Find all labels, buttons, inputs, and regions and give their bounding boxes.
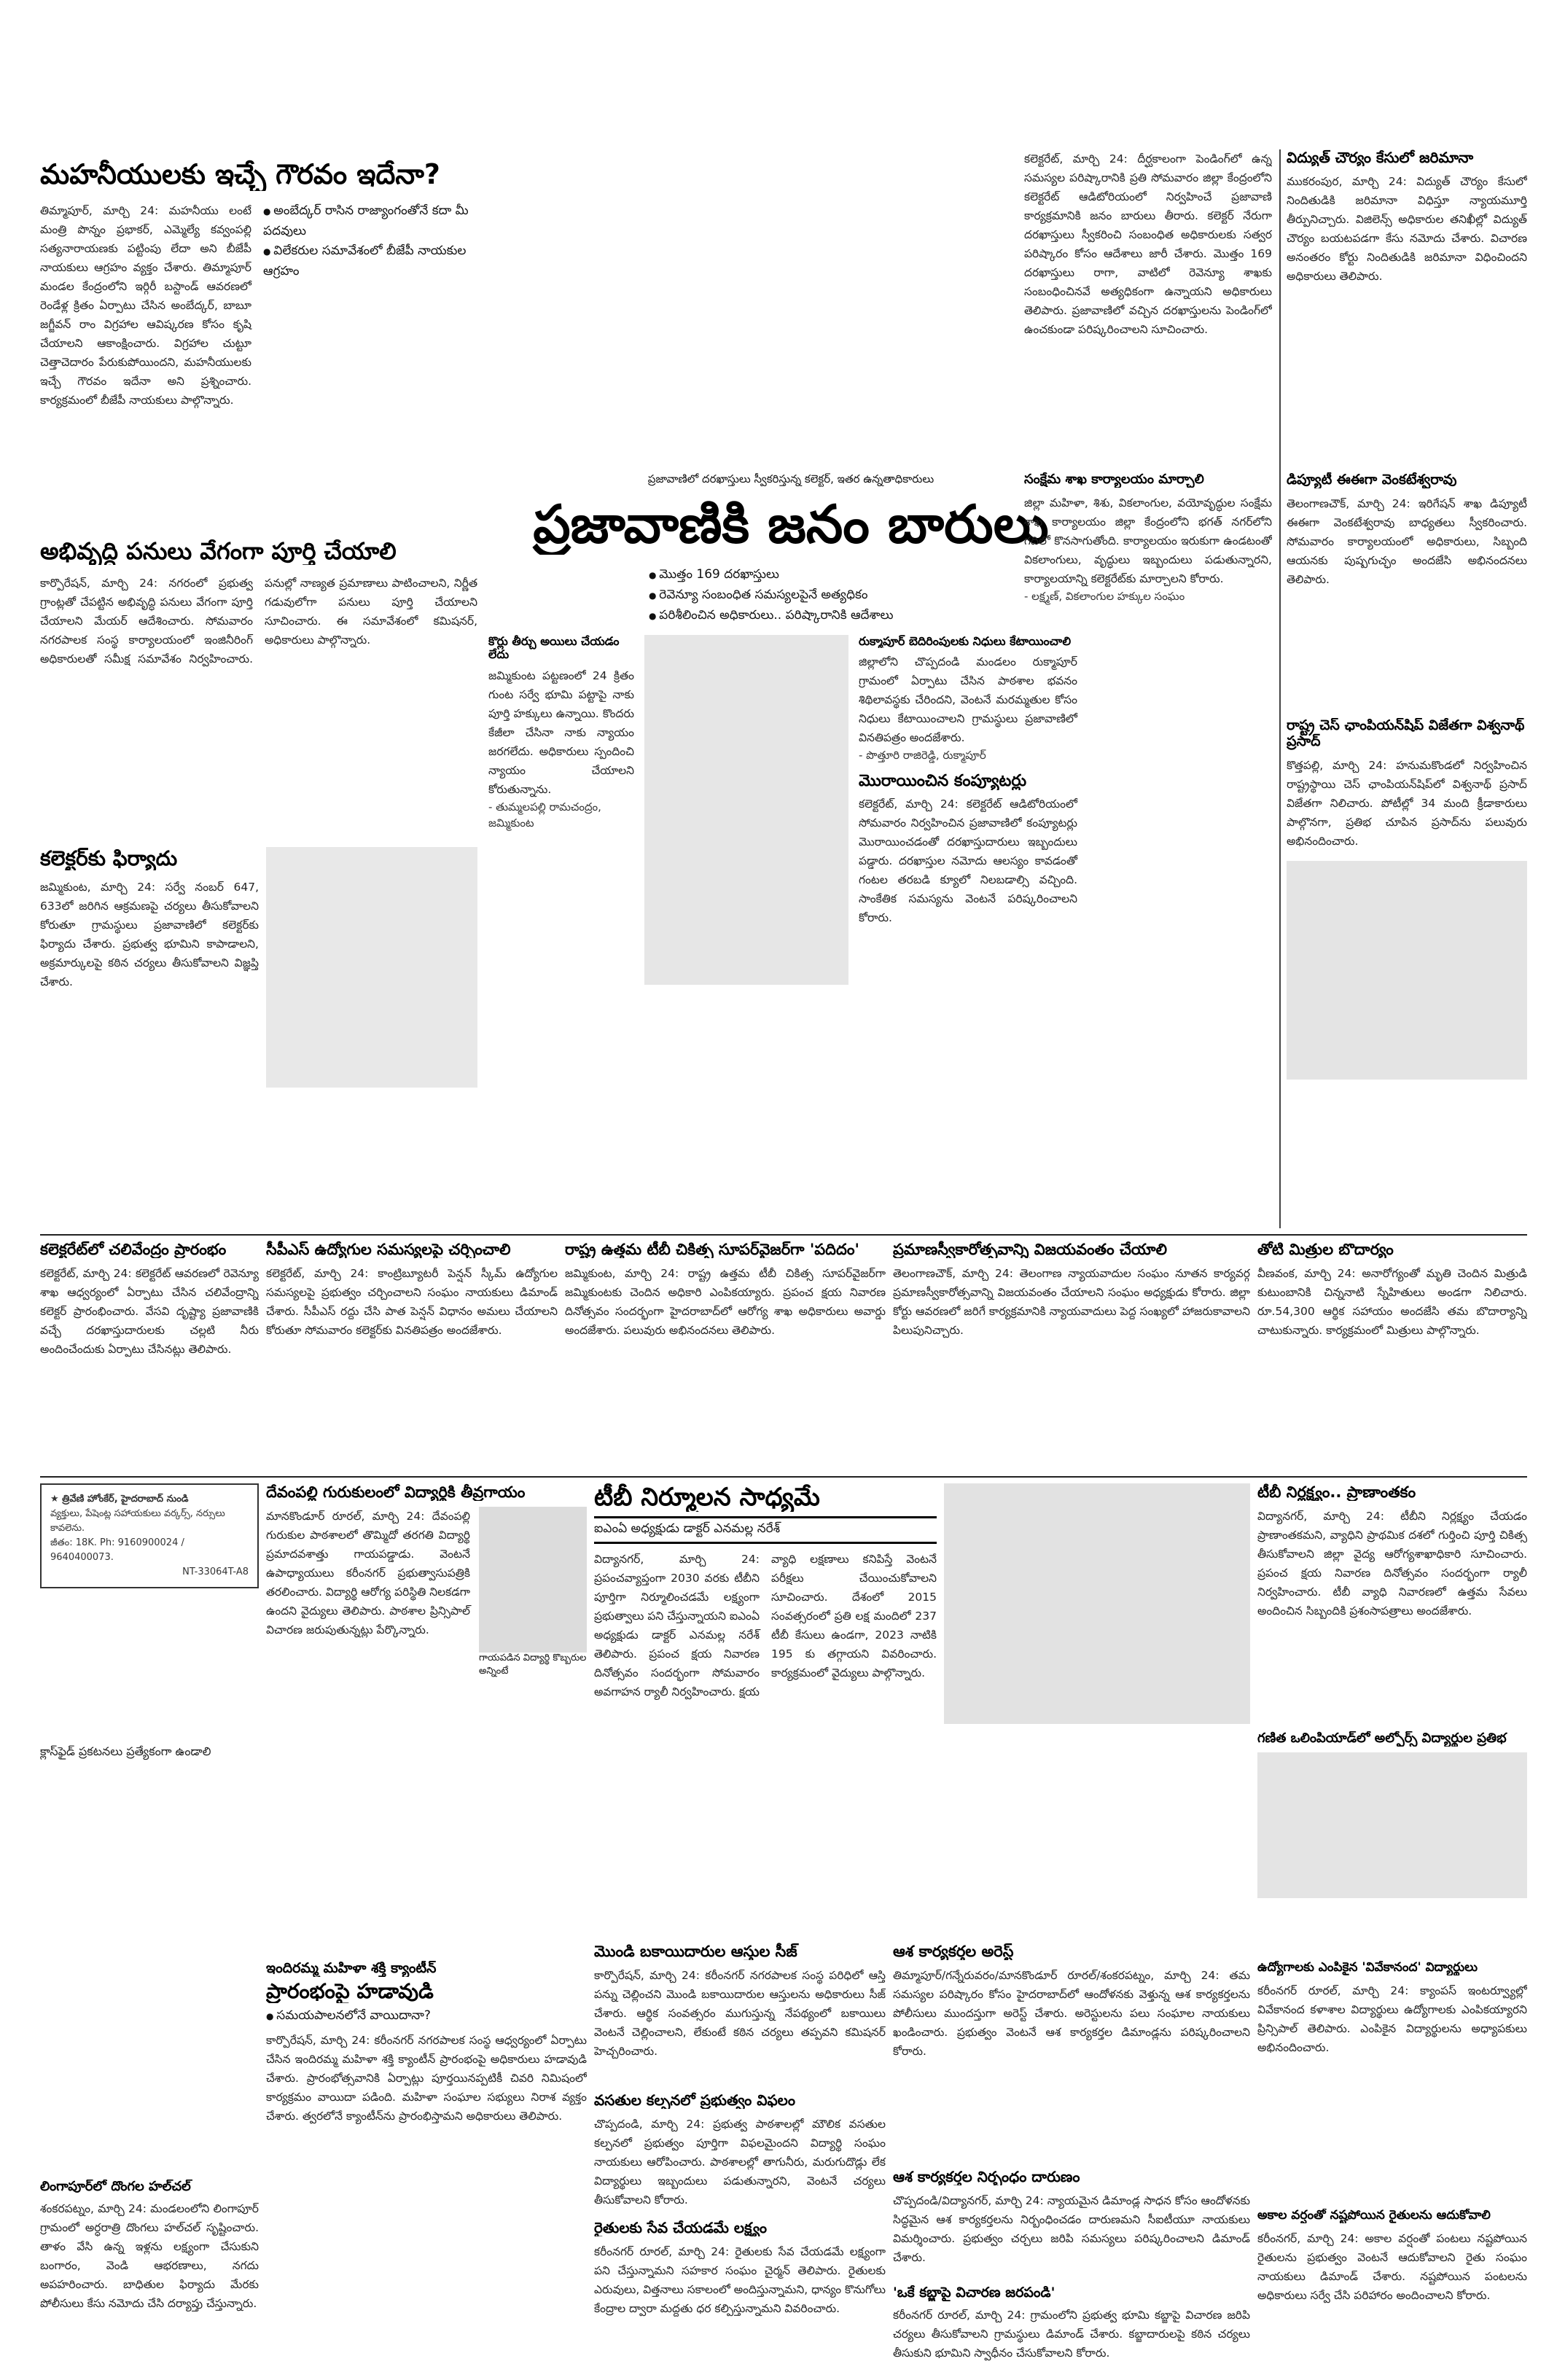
ad-right-text: క్లాస్‌ఫైడ్ ప్రకటనలు ప్రత్యేకంగా ఉండాలి: [40, 1744, 211, 1758]
headline-asha-nirbandham: ఆశ కార్యకర్తల నిర్బంధం దారుణం: [893, 2169, 1080, 2185]
photo-ganitha: [1257, 1752, 1527, 1898]
body-rukmapur: జిల్లాలోని చొప్పదండి మండలం రుక్మాపూర్ గ్రామంలో ఏర్పాటు చేసిన పాఠశాల భవనం శిథిలావస్థకు చేరిందని, వెంటనే మరమ్మతుల కోసం నిధులు కేటాయించాలని గ్రామస్థులు ప్రజావాణిలో వినతిపత్రం అందజేశారు.: [859, 655, 1077, 745]
photo-block-left: [266, 847, 477, 1088]
photo-tb-rally: [944, 1483, 1250, 1724]
article-vasathula: [594, 2092, 886, 2216]
body-mahaniyulu: తిమ్మాపూర్, మార్చి 24: మహనీయు లంటే మంత్రి పొన్నం ప్రభాకర్, ఎమ్మెల్యే కవ్వంపల్లి సత్యనారాయణకు పట్టింపు లేదా అని బీజేపీ నాయకులు ఆగ్రహం వ్యక్తం చేశారు. తిమ్మాపూర్ మండల కేంద్రంలోని ఇర్గిరీ బస్టాండ్ ఆవరణలో రెండేళ్ల క్రితం ఏర్పాటు చేసిన అంబేద్కర్, బాబూ జగ్జీవన్ రాం విగ్రహాల ఆవిష్కరణ కోసం కృషి చేయాలని ఆకాంక్షించారు. విగ్రహాల చుట్టూ చెత్తాచెదారం పేరుకుపోయిందని, మహనీయులకు ఇచ్చే గౌరవం ఇదేనా అని ప్రశ్నించారు. కార్యక్రమంలో బీజేపీ నాయకులు పాల్గొన్నారు.: [40, 203, 251, 407]
bullet-item: ● అంబేద్కర్ రాసిన రాజ్యాంగంతోనే కదా మీ పదవులు: [263, 201, 475, 241]
headline-vidyut: విద్యుత్ చౌర్యం కేసులో జరిమానా: [1287, 149, 1474, 166]
article-rythu: [594, 2220, 886, 2365]
article-thota: [1257, 1241, 1527, 1474]
bullet-item: ● పరిశీలించిన అధికారులు.. పరిష్కారానికి ఆదేశాలు: [649, 606, 1093, 626]
byline-korlu: - తుమ్మలపల్లి రామచంద్రం, జమ్మికుంట: [488, 800, 601, 830]
body-thota: వీణవంక, మార్చి 24: అనారోగ్యంతో మృతి చెందిన మిత్రుడి కుటుంబానికి చిన్ననాటి స్నేహితులు అండగా నిలిచారు. రూ.54,300 ఆర్థిక సహాయం అందజేసి తమ బొదార్యాన్ని చాటుకున్నారు. కార్యక్రమంలో మిత్రులు పాల్గొన్నారు.: [1257, 1267, 1527, 1338]
headline-tb-nirmulana: టీబీ నిర్మూలన సాధ్యమే: [594, 1483, 820, 1512]
headline-deputy: డిప్యూటీ ఈఈగా వెంకటేశ్వరావు: [1287, 472, 1457, 488]
photo-devapalli: [479, 1507, 587, 1653]
photo-korlu: [644, 635, 848, 985]
body-korlu: జమ్మికుంట పట్టణంలో 24 క్రితం గుంట సర్వే భూమి పట్టాపై నాకు పూర్తి హక్కులు ఉన్నాయి. కొందరు కేజీలా చేసినా నాకు న్యాయం జరగలేదు. అధికారులు స్పందించి న్యాయం చేయాలని కోరుతున్నాను.: [488, 668, 634, 796]
headline-tb-nirlakshyam: టీబీ నిర్లక్ష్యం.. ప్రాణాంతకం: [1257, 1483, 1416, 1501]
headline-abhivruddhi: అభివృద్ధి పనులు వేగంగా పూర్తి చేయాలి: [40, 538, 397, 565]
article-indiramma: [266, 1961, 587, 2340]
headline-collector-firyadu: కలెక్టర్‌కు ఫిర్యాదు: [40, 847, 178, 870]
headline-korlu: కొర్లు తీర్చు అయిలు చేయడం లేదు: [488, 634, 620, 662]
bullet-item: ● మొత్తం 169 దరఖాస్తులు: [649, 565, 1093, 585]
notice-code: NT-33064T-A8: [182, 1566, 249, 1577]
bullets-mahaniyulu: [263, 201, 475, 281]
article-abhivruddhi: [40, 538, 477, 844]
body-tb-nirmulana: విద్యానగర్, మార్చి 24: ప్రపంచవ్యాప్తంగా 2030 వరకు టీబీని పూర్తిగా నిర్మూలించడమే లక్ష్యంగా ప్రభుత్వాలు పని చేస్తున్నాయని ఐఎంఏ అధ్యక్షుడు డాక్టర్ ఎనమల్ల నరేశ్ తెలిపారు. ప్రపంచ క్షయ నివారణ దినోత్సవం సందర్భంగా సోమవారం అవగాహన ర్యాలీ నిర్వహించారు. క్షయ వ్యాధి లక్షణాలు కనిపిస్తే వెంటనే పరీక్షలు చేయించుకోవాలని సూచించారు. దేశంలో 2015 సంవత్సరంలో ప్రతి లక్ష మందిలో 237 టీబీ కేసులు ఉండగా, 2023 నాటికి 195 కు తగ్గాయని వివరించారు. కార్యక్రమంలో వైద్యులు పాల్గొన్నారు.: [594, 1553, 937, 1699]
body-mondi: కార్పొరేషన్, మార్చి 24: కరీంనగర్ నగరపాలక సంస్థ పరిధిలో ఆస్తి పన్ను చెల్లించని మొండి బకాయిదారుల ఆస్తులను అధికారులు సీజ్ చేశారు. ఆర్థిక సంవత్సరం ముగుస్తున్న నేపథ్యంలో బకాయిలు వెంటనే చెల్లించాలని, లేకుంటే కఠిన చర్యలు తప్పవని కమిషనర్ హెచ్చరించారు.: [594, 1969, 886, 2059]
notice-line1: ★ త్రివేణి హోంకేర్, హైదరాబాద్ నుండి: [50, 1494, 189, 1505]
classified-notice: [40, 1483, 259, 1588]
article-vidyut: [1287, 149, 1527, 470]
row-divider: [40, 1234, 1527, 1236]
body-cps: కలెక్టరేట్, మార్చి 24: కాంట్రిబ్యూటరీ పెన్షన్ స్కీమ్ ఉద్యోగుల సమస్యలపై ప్రభుత్వం చర్చించాలని సంఘం నాయకులు డిమాండ్ చేశారు. సీపీఎస్ రద్దు చేసి పాత పెన్షన్ విధానం అమలు చేయాలని కోరుతూ సోమవారం కలెక్టర్‌కు వినతిపత్రం అందజేశారు.: [266, 1267, 558, 1338]
body-lingapur: శంకరపట్నం, మార్చి 24: మండలంలోని లింగాపూర్ గ్రామంలో అర్ధరాత్రి దొంగలు హల్‌చల్ సృష్టించారు. తాళం వేసి ఉన్న ఇళ్లను లక్ష్యంగా చేసుకుని బంగారం, వెండి ఆభరణాలు, నగదు అపహరించారు. బాధితుల ఫిర్యాదు మేరకు పోలీసులు కేసు నమోదు చేసి దర్యాప్తు చేస్తున్నారు.: [40, 2201, 259, 2310]
headline-oka-kabzapai: 'ఒకే కబ్జాపై విచారణ జరపండి': [893, 2285, 1055, 2301]
article-mahaniyulu: [40, 159, 477, 531]
article-pramanaswikaram: [893, 1241, 1250, 1474]
headline-indiramma-2: ప్రారంభంపై హడావుడి: [266, 1979, 434, 2003]
body-udyogalaku: కరీంనగర్ రూరల్, మార్చి 24: క్యాంపస్ ఇంటర్వ్యూల్లో వివేకానంద కళాశాల విద్యార్థులు ఉద్యోగాలకు ఎంపికయ్యారని ప్రిన్సిపాల్ తెలిపారు. ఎంపికైన విద్యార్థులను అధ్యాపకులు అభినందించారు.: [1257, 1983, 1527, 2054]
headline-mondi: మొండి బకాయిదారుల ఆస్తుల సీజ్: [594, 1943, 797, 1960]
article-lingapur: [40, 2180, 259, 2365]
headline-ganitha: గణిత ఒలింపియాడ్‌లో అల్ఫోర్స్ విద్యార్థుల ప్రతిభ: [1257, 1731, 1507, 1746]
byline-rukmapur: - పొత్తూరి రాజిరెడ్డి, రుక్మాపూర్: [859, 749, 986, 762]
body-vasathula: చొప్పదండి, మార్చి 24: ప్రభుత్వ పాఠశాలల్లో మౌలిక వసతుల కల్పనలో ప్రభుత్వం పూర్తిగా విఫలమైందని విద్యార్థి సంఘం నాయకులు ఆరోపించారు. పాఠశాలల్లో తాగునీరు, మరుగుదొడ్లు లేక విద్యార్థులు ఇబ్బందులు పడుతున్నారని, వెంటనే చర్యలు తీసుకోవాలని కోరారు.: [594, 2118, 886, 2207]
article-collector-firyadu: [40, 847, 259, 1088]
article-prajavani: [488, 472, 1093, 1230]
headline-cps: సీపీఎస్ ఉద్యోగుల సమస్యలపై చర్చించాలి: [266, 1241, 511, 1258]
body-collector-firyadu: జమ్మికుంట, మార్చి 24: సర్వే నంబర్ 647, 633లో జరిగిన ఆక్రమణపై చర్యలు తీసుకోవాలని కోరుతూ గ్రామస్థులు ప్రజావాణిలో కలెక్టర్‌కు ఫిర్యాదు చేశారు. ప్రభుత్వ భూమిని కాపాడాలని, అక్రమార్కులపై కఠిన చర్యలు తీసుకోవాలని విజ్ఞప్తి చేశారు.: [40, 881, 259, 989]
headline-computer: మొరాయించిన కంప్యూటర్లు: [859, 772, 1027, 791]
article-mondi: [594, 1943, 886, 2088]
row-divider: [40, 1476, 1527, 1478]
article-sankshema: [1024, 472, 1272, 1230]
body-deputy: తెలంగాణచౌక్, మార్చి 24: ఇరిగేషన్ శాఖ డిప్యూటీ ఈఈగా వెంకటేశ్వరావు బాధ్యతలు స్వీకరించారు. సోమవారం కార్యాలయంలో అధికారులు, సిబ్బంది ఆయనకు పుష్పగుచ్ఛం అందజేసి అభినందనలు తెలిపారు.: [1287, 496, 1527, 586]
body-oka-kabzapai: కరీంనగర్ రూరల్, మార్చి 24: గ్రామంలోని ప్రభుత్వ భూమి కబ్జాపై విచారణ జరిపి చర్యలు తీసుకోవాలని గ్రామస్థులు డిమాండ్ చేశారు. కబ్జాదారులపై కఠిన చర్యలు తీసుకుని భూమిని స్వాధీనం చేసుకోవాలని కోరారు.: [893, 2308, 1250, 2360]
body-akala: కరీంనగర్, మార్చి 24: అకాల వర్షంతో పంటలు నష్టపోయిన రైతులను ప్రభుత్వం వెంటనే ఆదుకోవాలని రైతు సంఘం నాయకులు డిమాండ్ చేశారు. నష్టపోయిన పంటలను అధికారులు సర్వే చేసి పరిహారం అందించాలని కోరారు.: [1257, 2231, 1527, 2302]
body-chess: కొత్తపల్లి, మార్చి 24: హనుమకొండలో నిర్వహించిన రాష్ట్రస్థాయి చెస్ ఛాంపియన్‌షిప్‌లో విశ్వనాథ్ ప్రసాద్ విజేతగా నిలిచారు. పోటీల్లో 34 మంది క్రీడాకారులు పాల్గొనగా, ప్రతిభ చూపిన ప్రసాద్‌ను పలువురు అభినందించారు.: [1287, 758, 1527, 848]
body-rythu: కరీంనగర్ రూరల్, మార్చి 24: రైతులకు సేవ చేయడమే లక్ష్యంగా పని చేస్తున్నామని సహకార సంఘం చైర్మన్ తెలిపారు. రైతులకు ఎరువులు, విత్తనాలు సకాలంలో అందిస్తున్నామని, ధాన్యం కొనుగోలు కేంద్రాల ద్వారా మద్దతు ధర కల్పిస్తున్నామని వివరించారు.: [594, 2245, 886, 2315]
headline-devapalli: దేవంపల్లి గురుకులంలో విద్యార్థికి తీవ్రగాయం: [266, 1483, 526, 1501]
headline-prajavani: ప్రజావాణికి జనం బారులు: [533, 494, 1049, 555]
article-chaliventram: [40, 1241, 259, 1474]
headline-chaliventram: కలెక్టరేట్‌లో చలివేంద్రం ప్రారంభం: [40, 1241, 227, 1258]
notice-line2: వ్యక్తులు, పేషెంట్ల సహాయకులు వర్కర్స్, నర్సులు కావలెను.: [50, 1508, 225, 1534]
headline-rythu: రైతులకు సేవ చేయడమే లక్ష్యం: [594, 2220, 768, 2236]
body-computer: కలెక్టరేట్, మార్చి 24: కలెక్టరేట్ ఆడిటోరియంలో సోమవారం నిర్వహించిన ప్రజావాణిలో కంప్యూటర్లు మొరాయించడంతో దరఖాస్తుదారులు ఇబ్బందులు పడ్డారు. దరఖాస్తుల నమోదు ఆలస్యం కావడంతో గంటల తరబడి క్యూలో నిలబడాల్సి వచ్చింది. సాంకేతిక సమస్యను వెంటనే పరిష్కరించాలని కోరారు.: [859, 797, 1077, 925]
body-indiramma: కార్పొరేషన్, మార్చి 24: కరీంనగర్ నగరపాలక సంస్థ ఆధ్వర్యంలో ఏర్పాటు చేసిన ఇందిరమ్మ మహిళా శక్తి క్యాంటీన్ ప్రారంభంపై అధికారులు హడావుడి చేశారు. ప్రారంభోత్సవానికి ఏర్పాట్లు పూర్తయినప్పటికీ చివరి నిమిషంలో కార్యక్రమం వాయిదా పడింది. మహిళా సంఘాల సభ్యులు నిరాశ వ్యక్తం చేశారు. త్వరలోనే క్యాంటీన్‌ను ప్రారంభిస్తామని అధికారులు తెలిపారు.: [266, 2034, 587, 2123]
headline-thota: తోటి మిత్రుల బొదార్యం: [1257, 1241, 1394, 1258]
article-cps: [266, 1241, 558, 1474]
notice-box: [40, 1483, 259, 1731]
body-tb-supervisor: జమ్మికుంట, మార్చి 24: రాష్ట్ర ఉత్తమ టీబీ చికిత్స సూపర్‌వైజర్‌గా జమ్మికుంటకు చెందిన అధికారి ఎంపికయ్యారు. ప్రపంచ క్షయ నివారణ దినోత్సవం సందర్భంగా హైదరాబాద్‌లో ఆరోగ్య శాఖ అధికారులు అవార్డు అందజేశారు. పలువురు అభినందనలు తెలిపారు.: [565, 1267, 886, 1338]
article-asha-arrest: [893, 1943, 1250, 2161]
prajavani-kicker: ప్రజావాణిలో దరఖాస్తులు స్వీకరిస్తున్న కలెక్టర్, ఇతర ఉన్నతాధికారులు: [647, 472, 934, 485]
article-tb-supervisor: [565, 1241, 886, 1474]
body-tb-nirlakshyam: విద్యానగర్, మార్చి 24: టీబీని నిర్లక్ష్యం చేయడం ప్రాణాంతకమని, వ్యాధిని ప్రాథమిక దశలో గుర్తించి పూర్తి చికిత్స తీసుకోవాలని జిల్లా వైద్య ఆరోగ్యశాఖాధికారి సూచించారు. ప్రపంచ క్షయ నివారణ దినోత్సవం సందర్భంగా ర్యాలీ నిర్వహించారు. టీబీ వ్యాధి నివారణలో ఉత్తమ సేవలు అందించిన సిబ్బందికి ప్రశంసాపత్రాలు అందజేశారు.: [1257, 1510, 1527, 1618]
subtitle-tb-nirmulana: ఐఎంఏ అధ్యక్షుడు డాక్టర్ ఎనమల్ల నరేశ్: [594, 1516, 937, 1544]
article-chess: [1287, 718, 1527, 1228]
article-ganitha: [1257, 1731, 1527, 1950]
column-divider: [1279, 149, 1281, 1228]
headline-asha-arrest: ఆశ కార్యకర్తల అరెస్ట్: [893, 1943, 1014, 1960]
article-prajavani-continued: [1024, 149, 1272, 470]
article-deputy: [1287, 472, 1527, 713]
headline-sankshema: సంక్షేమ శాఖ కార్యాలయం మార్చాలి: [1024, 472, 1204, 487]
headline-akala: అకాల వర్షంతో నష్టపోయిన రైతులను ఆదుకోవాలి: [1257, 2209, 1491, 2223]
body-asha-nirbandham: చొప్పదండి/విద్యానగర్, మార్చి 24: న్యాయమైన డిమాండ్ల సాధన కోసం ఆందోళనకు సిద్ధమైన ఆశ కార్యకర్తలను నిర్బంధించడం దారుణమని సీఐటీయూ నాయకులు విమర్శించారు. ప్రభుత్వం చర్చలు జరిపి సమస్యలు పరిష్కరించాలని డిమాండ్ చేశారు.: [893, 2194, 1250, 2264]
headline-indiramma: ఇందిరమ్మ మహిళా శక్తి క్యాంటీన్: [266, 1961, 437, 1976]
bullet-item: ● సమయపాలనలోనే వాయిదానా?: [266, 2006, 587, 2026]
body-abhivruddhi: కార్పొరేషన్, మార్చి 24: నగరంలో ప్రభుత్వ గ్రాంట్లతో చేపట్టిన అభివృద్ధి పనులు వేగంగా పూర్తి చేయాలని మేయర్ ఆదేశించారు. సోమవారం నగరపాలక సంస్థ కార్యాలయంలో ఇంజినీరింగ్ అధికారులతో సమీక్ష సమావేశం నిర్వహించారు. పనుల్లో నాణ్యత ప్రమాణాలు పాటించాలని, నిర్ణీత గడువులోగా పనులు పూర్తి చేయాలని సూచించారు. ఈ సమావేశంలో కమిషనర్, అధికారులు పాల్గొన్నారు.: [40, 576, 477, 666]
headline-udyogalaku: ఉద్యోగాలకు ఎంపికైన 'వివేకానంద' విద్యార్థులు: [1257, 1961, 1478, 1975]
headline-vasathula: వసతుల కల్పనలో ప్రభుత్వం విఫలం: [594, 2092, 795, 2109]
bullet-item: ● విలేకరుల సమావేశంలో బీజేపీ నాయకుల ఆగ్రహం: [263, 241, 475, 281]
headline-rukmapur: రుక్మాపూర్ బెదిరింపులకు నిధులు కేటాయించాలి: [859, 634, 1072, 648]
body-sankshema: జిల్లా మహిళా, శిశు, వికలాంగుల, వయోవృద్ధుల సంక్షేమ శాఖ కార్యాలయం జిల్లా కేంద్రంలోని భగత్ నగర్‌లోని గదిలో కొనసాగుతోంది. కార్యాలయం ఇరుకుగా ఉండటంతో వికలాంగులు, వృద్ధులు ఇబ్బందులు పడుతున్నారని, కార్యాలయాన్ని కలెక్టరేట్‌కు మార్చాలని కోరారు.: [1024, 496, 1272, 585]
headline-pramanaswikaram: ప్రమాణస్వీకారోత్సవాన్ని విజయవంతం చేయాలి: [893, 1241, 1168, 1258]
headline-tb-supervisor: రాష్ట్ర ఉత్తమ టీబీ చికిత్స సూపర్‌వైజర్‌గా 'పదిదం': [565, 1241, 859, 1258]
body-chaliventram: కలెక్టరేట్, మార్చి 24: కలెక్టరేట్ ఆవరణలో రెవెన్యూ శాఖ ఆధ్వర్యంలో ఏర్పాటు చేసిన చలివేంద్రాన్ని కలెక్టర్ ప్రారంభించారు. వేసవి దృష్ట్యా ప్రజావాణికి వచ్చే దరఖాస్తుదారులకు చల్లటి నీరు అందించేందుకు ఏర్పాటు చేసినట్లు తెలిపారు.: [40, 1267, 259, 1357]
headline-mahaniyulu: మహనీయులకు ఇచ్చే గౌరవం ఇదేనా?: [40, 159, 440, 190]
headline-lingapur: లింగాపూర్‌లో దొంగల హల్‌చల్: [40, 2180, 191, 2194]
article-oka-kabzapai: [893, 2285, 1250, 2369]
article-tb-nirmulana: [594, 1483, 937, 1935]
caption-devapalli: గాయపడిన విద్యార్థి కొబ్బరుల అన్నింటే: [479, 1653, 587, 1677]
body-devapalli: మానకొండూర్ రూరల్, మార్చి 24: దేవంపల్లి గురుకుల పాఠశాలలో తొమ్మిదో తరగతి విద్యార్థి ప్రమాదవశాత్తు గాయపడ్డాడు. వెంటనే ఉపాధ్యాయులు కరీంనగర్ ప్రభుత్వాసుపత్రికి తరలించారు. విద్యార్థి ఆరోగ్య పరిస్థితి నిలకడగా ఉందని వైద్యులు తెలిపారు. పాఠశాల ప్రిన్సిపాల్ విచారణ జరుపుతున్నట్లు పేర్కొన్నారు.: [266, 1510, 470, 1637]
notice-phone: జీతం: 18K. Ph: 9160900024 / 9640400073.: [50, 1537, 184, 1563]
article-asha-nirbandham: [893, 2169, 1250, 2278]
byline-sankshema: - లక్ష్మణ్, వికలాంగుల హక్కుల సంఘం: [1024, 589, 1185, 603]
article-udyogalaku: [1257, 1961, 1527, 2201]
body-prajavani: కలెక్టరేట్, మార్చి 24: దీర్ఘకాలంగా పెండింగ్‌లో ఉన్న సమస్యల పరిష్కారానికి ప్రతి సోమవారం జిల్లా కేంద్రంలోని కలెక్టరేట్ ఆడిటోరియంలో నిర్వహించే ప్రజావాణి కార్యక్రమానికి జనం బారులు తీరారు. కలెక్టర్ నేరుగా దరఖాస్తులు స్వీకరించి సంబంధిత అధికారులకు సత్వర పరిష్కారం కోసం ఆదేశాలు జారీ చేశారు. మొత్తం 169 దరఖాస్తులు రాగా, వాటిలో రెవెన్యూ శాఖకు సంబంధించినవే అత్యధికంగా ఉన్నాయని అధికారులు తెలిపారు. ప్రజావాణిలో వచ్చిన దరఖాస్తులను పెండింగ్‌లో ఉంచకుండా పరిష్కరించాలని సూచించారు.: [1024, 152, 1272, 336]
body-vidyut: ముకరంపుర, మార్చి 24: విద్యుత్ చౌర్యం కేసులో నిందితుడికి జరిమానా విధిస్తూ న్యాయమూర్తి తీర్పునిచ్చారు. విజిలెన్స్ అధికారుల తనిఖీల్లో విద్యుత్ చౌర్యం బయటపడగా కేసు నమోదు చేశారు. విచారణ అనంతరం కోర్టు నిందితుడికి జరిమానా విధించిందని అధికారులు తెలిపారు.: [1287, 175, 1527, 283]
bullets-prajavani: [488, 565, 1093, 626]
subtitle-indiramma: [266, 2006, 587, 2026]
article-devapalli: [266, 1483, 587, 1957]
bullet-item: ● రెవెన్యూ సంబంధిత సమస్యలపైనే అత్యధికం: [649, 585, 1093, 606]
headline-chess: రాష్ట్ర చెస్ ఛాంపియన్‌షిప్ విజేతగా విశ్వనాథ్ ప్రసాద్: [1287, 718, 1525, 749]
article-akala: [1257, 2209, 1527, 2365]
body-asha-arrest: తిమ్మాపూర్/గన్నేరువరం/మానకొండూర్ రూరల్/శంకరపట్నం, మార్చి 24: తమ సమస్యల పరిష్కారం కోసం హైదరాబాద్‌లో ఆందోళనకు వెళ్తున్న ఆశ కార్యకర్తలను పోలీసులు ముందస్తుగా అరెస్ట్ చేశారు. అరెస్టులను పలు సంఘాల నాయకులు ఖండించారు. ప్రభుత్వం వెంటనే ఆశ కార్యకర్తల డిమాండ్లను పరిష్కరించాలని కోరారు.: [893, 1969, 1250, 2059]
photo-chess: [1287, 861, 1527, 1080]
ad-right: [40, 1742, 259, 1968]
body-pramanaswikaram: తెలంగాణచౌక్, మార్చి 24: తెలంగాణ న్యాయవాదుల సంఘం నూతన కార్యవర్గ ప్రమాణస్వీకారోత్సవాన్ని విజయవంతం చేయాలని సంఘం అధ్యక్షుడు కోరారు. జిల్లా కోర్టు ఆవరణలో జరిగే కార్యక్రమానికి న్యాయవాదులు పెద్ద సంఖ్యలో హాజరుకావాలని పిలుపునిచ్చారు.: [893, 1267, 1250, 1338]
